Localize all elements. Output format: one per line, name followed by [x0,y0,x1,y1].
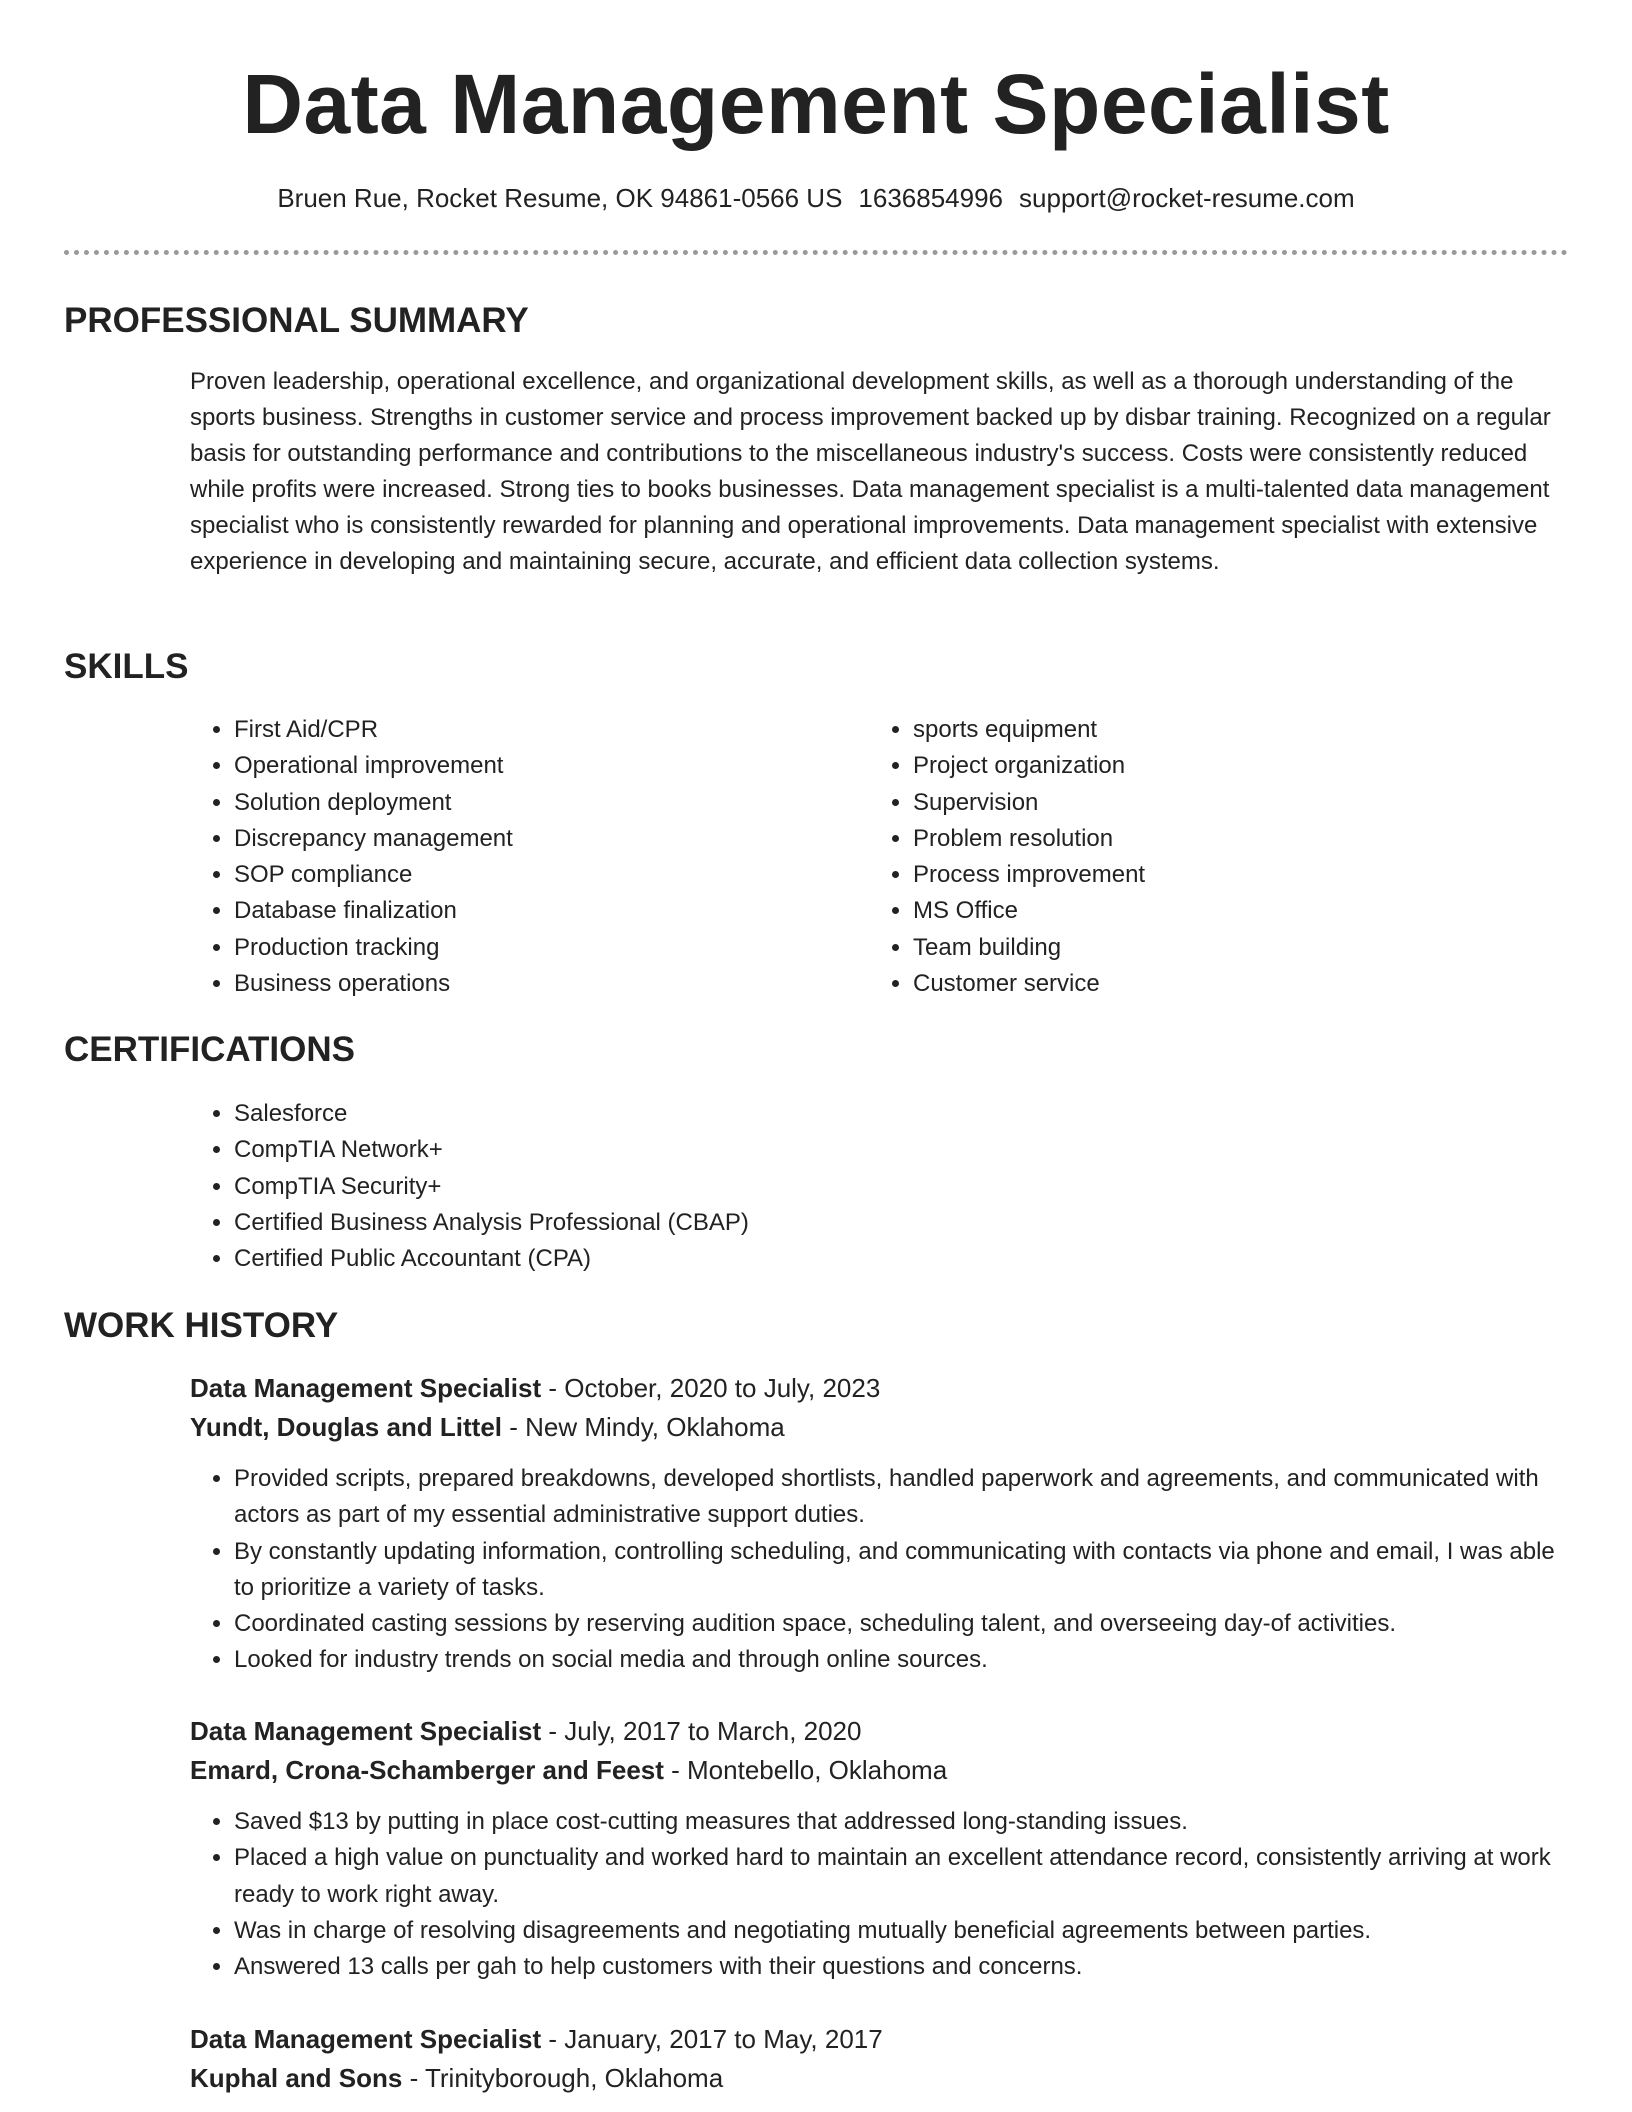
job-company: Yundt, Douglas and Littel [190,1412,502,1442]
header-divider [64,250,1568,255]
certification-item: • Salesforce [234,1096,749,1132]
skill-item: • Database finalization [234,893,830,929]
job-entry [190,1369,1570,1679]
contact-phone: 1636854996 [858,183,1004,213]
job-dates: - July, 2017 to March, 2020 [541,1716,862,1746]
contact-email: support@rocket-resume.com [1019,183,1355,213]
job-bullet: • Saved $13 by putting in place cost-cutting measures that addressed long-standing issues. [234,1804,1570,1840]
job-company-line [190,1751,1570,1790]
certification-item: • Certified Public Accountant (CPA) [234,1241,749,1277]
job-dates: - October, 2020 to July, 2023 [541,1373,881,1403]
skill-item: • Business operations [234,966,830,1002]
job-bullet: • Answered 13 calls per gah to help customers with their questions and concerns. [234,1949,1570,1985]
skills-right-column [869,712,1509,1002]
job-bullet: • Was in charge of resolving disagreements and negotiating mutually beneficial agreements between parties. [234,1913,1570,1949]
certifications-block [190,1096,749,1277]
job-role: Data Management Specialist [190,2024,542,2054]
skill-item: • Project organization [913,748,1509,784]
job-entry [190,1712,1570,1985]
job-location: - Trinityborough, Oklahoma [402,2063,724,2093]
skill-item: • Process improvement [913,857,1509,893]
skill-item: • Team building [913,930,1509,966]
job-bullets [146,1804,1570,1985]
job-dates: - January, 2017 to May, 2017 [541,2024,883,2054]
skill-item: • Discrepancy management [234,821,830,857]
contact-line [0,180,1632,216]
summary-text: Proven leadership, operational excellence, and organizational development skills, as well as a thorough understanding of the sports business. Strengths in customer service and process improvement backed up by disbar training. Recognized on a regular basis for outstanding performance and contributions to the miscellaneous industry's success. Costs were consistently reduced while profits were increased. Strong ties to books businesses. Data management specialist is a multi-talented data management specialist who is consistently rewarded for planning and operational improvements. Data management specialist with extensive experience in developing and maintaining secure, accurate, and efficient data collection systems. [190,368,1551,575]
certification-item: • CompTIA Security+ [234,1169,749,1205]
resume-name: Data Management Specialist [242,57,1390,151]
skill-item: • Supervision [913,785,1509,821]
job-role: Data Management Specialist [190,1373,542,1403]
skill-item: • MS Office [913,893,1509,929]
job-bullet: • Coordinated casting sessions by reserving audition space, scheduling talent, and overseeing day-of activities. [234,1606,1570,1642]
certification-item: • Certified Business Analysis Professional (CBAP) [234,1205,749,1241]
job-location: - New Mindy, Oklahoma [502,1412,785,1442]
job-bullet: • Provided scripts, prepared breakdowns, developed shortlists, handled paperwork and agreements, and communicated with actors as part of my essential administrative support duties. [234,1461,1570,1534]
job-bullet: • Looked for industry trends on social media and through online sources. [234,1642,1570,1678]
job-bullet: • By constantly updating information, controlling scheduling, and communicating with contacts via phone and email, I was able to prioritize a variety of tasks. [234,1534,1570,1607]
skill-item: • sports equipment [913,712,1509,748]
job-bullet: • Placed a high value on punctuality and worked hard to maintain an excellent attendance record, consistently arriving at work ready to work right away. [234,1840,1570,1913]
job-company-line [190,2059,1570,2098]
skill-item: • Problem resolution [913,821,1509,857]
certifications-list [190,1096,749,1277]
certification-item: • CompTIA Network+ [234,1132,749,1168]
job-entry [190,2020,1570,2098]
summary-heading: PROFESSIONAL SUMMARY [64,301,529,340]
skill-item: • Customer service [913,966,1509,1002]
skills-left-column [190,712,830,1002]
skill-item: • SOP compliance [234,857,830,893]
skill-item: • Production tracking [234,930,830,966]
work-history-heading: WORK HISTORY [64,1306,339,1345]
job-title-line [190,2020,1570,2059]
job-bullets [146,1461,1570,1679]
skill-item: • First Aid/CPR [234,712,830,748]
certifications-heading: CERTIFICATIONS [64,1030,356,1069]
job-title-line [190,1712,1570,1751]
skills-heading: SKILLS [64,647,189,686]
skill-item: • Solution deployment [234,785,830,821]
job-company: Emard, Crona-Schamberger and Feest [190,1755,664,1785]
job-role: Data Management Specialist [190,1716,542,1746]
skill-item: • Operational improvement [234,748,830,784]
job-company: Kuphal and Sons [190,2063,403,2093]
job-company-line [190,1408,1570,1447]
job-location: - Montebello, Oklahoma [663,1755,948,1785]
job-title-line [190,1369,1570,1408]
skills-left-list [190,712,830,1002]
skills-right-list [869,712,1509,1002]
contact-address: Bruen Rue, Rocket Resume, OK 94861-0566 US [277,183,843,213]
